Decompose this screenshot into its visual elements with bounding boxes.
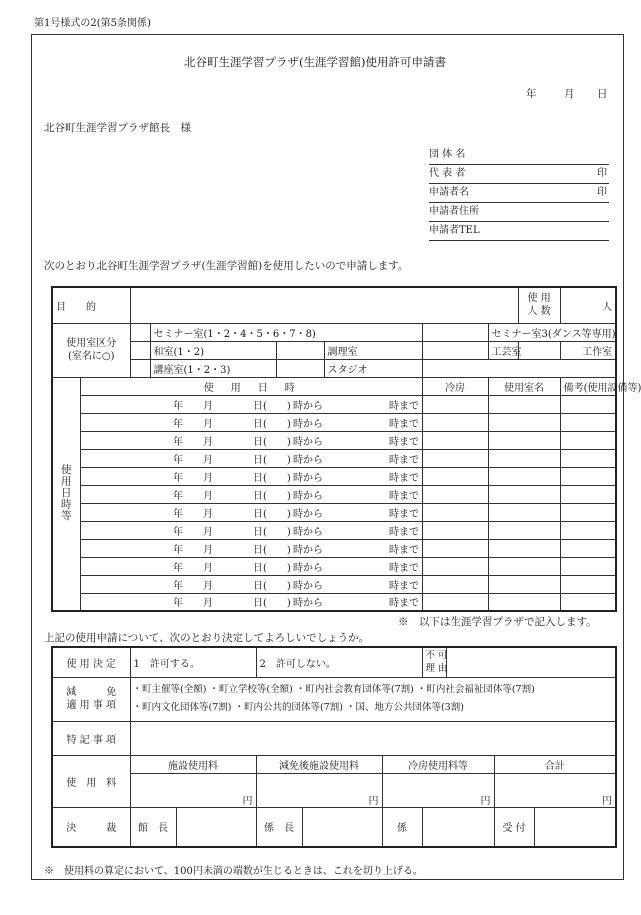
purpose-field[interactable] [130, 287, 518, 323]
reject-reason-label: 不 可 理 由 [422, 647, 446, 677]
schedule-from[interactable]: 時から [276, 449, 386, 467]
room-mark-workshop[interactable] [518, 341, 560, 359]
room-lecture[interactable]: 講座室(1・2・3) [150, 359, 276, 377]
schedule-year-month[interactable]: 年 月 [130, 503, 250, 521]
schedule-from[interactable]: 時から [276, 467, 386, 485]
schedule-ac-field[interactable] [422, 503, 488, 521]
schedule-from[interactable]: 時から [276, 395, 386, 413]
schedule-room-field[interactable] [488, 467, 560, 485]
schedule-room-field[interactable] [488, 539, 560, 557]
room-mark-seminar3[interactable] [422, 323, 488, 341]
schedule-day[interactable]: 日( ) [250, 431, 276, 449]
room-japanese[interactable]: 和室(1・2) [150, 341, 276, 359]
approval-reception-label: 受 付 [494, 807, 534, 847]
schedule-to[interactable]: 時まで [386, 539, 422, 557]
schedule-ac-field[interactable] [422, 413, 488, 431]
schedule-ac-field[interactable] [422, 449, 488, 467]
schedule-pad [80, 485, 130, 503]
schedule-to[interactable]: 時まで [386, 521, 422, 539]
fee-ac-header: 冷房使用料等 [382, 755, 494, 773]
schedule-to[interactable]: 時まで [386, 593, 422, 611]
schedule-pad [80, 413, 130, 431]
reject-reason-field[interactable] [446, 647, 616, 677]
schedule-from[interactable]: 時から [276, 485, 386, 503]
schedule-room-field[interactable] [488, 557, 560, 575]
approval-label: 決 裁 [52, 807, 130, 847]
decision-deny[interactable]: 2 許可しない。 [256, 647, 422, 677]
schedule-row [52, 557, 616, 575]
room-mark-lecture[interactable] [130, 359, 150, 377]
schedule-pad [80, 521, 130, 539]
schedule-ac-field[interactable] [422, 575, 488, 593]
date-day: 日 [597, 88, 608, 100]
schedule-ac-field[interactable] [422, 467, 488, 485]
office-table [51, 646, 617, 848]
schedule-row [52, 395, 616, 413]
schedule-from[interactable]: 時から [276, 413, 386, 431]
schedule-pad [80, 449, 130, 467]
schedule-row [52, 521, 616, 539]
schedule-ac-field[interactable] [422, 395, 488, 413]
schedule-day[interactable]: 日( ) [250, 449, 276, 467]
date-month: 月 [564, 88, 575, 100]
schedule-note-field[interactable] [560, 431, 616, 449]
schedule-to[interactable]: 時まで [386, 395, 422, 413]
schedule-room-field[interactable] [488, 503, 560, 521]
fee-ac-field[interactable]: 円 [382, 773, 494, 807]
schedule-note-field[interactable] [560, 449, 616, 467]
schedule-year-month[interactable]: 年 月 [130, 431, 250, 449]
room-cooking[interactable]: 調理室 [324, 341, 422, 359]
addressee: 北谷町生涯学習プラザ館長 様 [44, 122, 191, 134]
schedule-header-ac: 冷房 [422, 377, 488, 395]
schedule-note-field[interactable] [560, 485, 616, 503]
schedule-from[interactable]: 時から [276, 593, 386, 611]
fee-total-field[interactable]: 円 [494, 773, 616, 807]
schedule-from[interactable]: 時から [276, 521, 386, 539]
schedule-day[interactable]: 日( ) [250, 503, 276, 521]
schedule-day[interactable]: 日( ) [250, 539, 276, 557]
room-workshop[interactable]: 工作室 [560, 341, 616, 359]
schedule-note-field[interactable] [560, 467, 616, 485]
schedule-note-field[interactable] [560, 539, 616, 557]
schedule-year-month[interactable]: 年 月 [130, 467, 250, 485]
schedule-ac-field[interactable] [422, 557, 488, 575]
schedule-note-field[interactable] [560, 521, 616, 539]
schedule-pad [80, 431, 130, 449]
applicant-name-field[interactable]: 申請者名 印 [429, 184, 609, 203]
schedule-year-month[interactable]: 年 月 [130, 539, 250, 557]
schedule-ac-field[interactable] [422, 521, 488, 539]
approval-director-label: 館 長 [130, 807, 176, 847]
applicant-block [429, 146, 609, 241]
schedule-to[interactable]: 時まで [386, 449, 422, 467]
intro-text: 次のとおり北谷町生涯学習プラザ(生涯学習館)を使用したいので申請します。 [44, 260, 409, 272]
schedule-row [52, 449, 616, 467]
schedule-row [52, 539, 616, 557]
schedule-year-month[interactable]: 年 月 [130, 575, 250, 593]
schedule-header-datetime: 使 用 日 時 [80, 377, 422, 395]
room-seminar[interactable]: セミナー室(1・2・4・5・6・7・8) [150, 323, 422, 341]
schedule-to[interactable]: 時まで [386, 485, 422, 503]
footnote: ※ 使用料の算定において、100円未満の端数が生じるときは、これを切り上げる。 [44, 866, 423, 877]
seal-mark: 印 [597, 187, 607, 198]
schedule-from[interactable]: 時から [276, 431, 386, 449]
schedule-year-month[interactable]: 年 月 [130, 449, 250, 467]
schedule-pad [80, 557, 130, 575]
office-note: ※ 以下は生涯学習プラザで記入します。 [398, 616, 597, 628]
special-label: 特 記 事 項 [52, 721, 130, 755]
schedule-to[interactable]: 時まで [386, 431, 422, 449]
schedule-to[interactable]: 時まで [386, 467, 422, 485]
date-year: 年 [526, 88, 537, 100]
schedule-to[interactable]: 時まで [386, 557, 422, 575]
schedule-note-field[interactable] [560, 395, 616, 413]
schedule-note-field[interactable] [560, 593, 616, 611]
room-mark-cooking[interactable] [276, 341, 324, 359]
representative-field[interactable]: 代 表 者 印 [429, 165, 609, 184]
room-category-label: 使用室区分 (室名に○) [52, 323, 130, 377]
approval-staff-label: 係 [382, 807, 422, 847]
room-mark-japanese[interactable] [130, 341, 150, 359]
exemption-label: 減 免 適 用 事 項 [52, 677, 130, 721]
schedule-year-month[interactable]: 年 月 [130, 485, 250, 503]
room-mark-seminar[interactable] [130, 323, 150, 341]
fee-facility-field[interactable]: 円 [130, 773, 256, 807]
room-craft[interactable]: 工芸室 [488, 341, 518, 359]
schedule-note-field[interactable] [560, 575, 616, 593]
schedule-row [52, 467, 616, 485]
schedule-note-field[interactable] [560, 413, 616, 431]
schedule-year-month[interactable]: 年 月 [130, 557, 250, 575]
decision-permit[interactable]: 1 許可する。 [130, 647, 256, 677]
schedule-pad [80, 539, 130, 557]
schedule-from[interactable]: 時から [276, 503, 386, 521]
schedule-room-field[interactable] [488, 575, 560, 593]
schedule-to[interactable]: 時まで [386, 503, 422, 521]
schedule-pad [80, 503, 130, 521]
fee-facility-header: 施設使用料 [130, 755, 256, 773]
schedule-day[interactable]: 日( ) [250, 413, 276, 431]
schedule-pad [80, 395, 130, 413]
decision-label: 使 用 決 定 [52, 647, 130, 677]
decision-intro: 上記の使用申請について、次のとおり決定してよろしいでしょうか。 [44, 632, 370, 644]
schedule-room-field[interactable] [488, 485, 560, 503]
schedule-room-field[interactable] [488, 521, 560, 539]
schedule-from[interactable]: 時から [276, 539, 386, 557]
schedule-row [52, 575, 616, 593]
seal-mark: 印 [597, 168, 607, 179]
users-field[interactable]: 人 [560, 287, 616, 323]
schedule-row [52, 413, 616, 431]
applicant-tel-field[interactable]: 申請者TEL [429, 222, 609, 241]
exemption-options[interactable]: ・町主催等(全額) ・町立学校等(全額) ・町内社会教育団体等(7割) ・町内社会福祉団体等(7割) ・町内文化団体等(7割) ・町内公共的団体等(7割) ・国、地方公共団体等(3割) [130, 677, 616, 721]
schedule-note-field[interactable] [560, 557, 616, 575]
schedule-day[interactable]: 日( ) [250, 467, 276, 485]
schedule-day[interactable]: 日( ) [250, 485, 276, 503]
schedule-room-field[interactable] [488, 593, 560, 611]
schedule-header-note: 備考(使用設備等) [560, 377, 616, 395]
fee-label: 使 用 料 [52, 755, 130, 807]
room-mark-studio[interactable] [276, 359, 324, 377]
schedule-row [52, 485, 616, 503]
schedule-to[interactable]: 時まで [386, 575, 422, 593]
application-table [51, 286, 641, 612]
room-seminar3[interactable]: セミナー室3(ダンス等専用) [488, 323, 616, 341]
schedule-room-field[interactable] [488, 413, 560, 431]
approval-chief-field[interactable] [302, 807, 382, 847]
users-label: 使 用 人 数 [518, 287, 560, 323]
schedule-note-field[interactable] [560, 503, 616, 521]
schedule-header-room: 使用室名 [488, 377, 560, 395]
fee-after-exemption-header: 減免後施設使用料 [256, 755, 382, 773]
fee-total-header: 合計 [494, 755, 616, 773]
schedule-row [52, 431, 616, 449]
fee-after-exemption-field[interactable]: 円 [256, 773, 382, 807]
schedule-pad [80, 575, 130, 593]
purpose-label: 目 的 [52, 287, 130, 323]
room-mark-craft[interactable] [422, 341, 488, 359]
form-title: 北谷町生涯学習プラザ(生涯学習館)使用許可申請書 [184, 55, 446, 69]
schedule-pad [80, 593, 130, 611]
schedule-day[interactable]: 日( ) [250, 575, 276, 593]
schedule-ac-field[interactable] [422, 431, 488, 449]
schedule-row [52, 503, 616, 521]
form-number: 第1号様式の2(第5条関係) [34, 18, 151, 29]
schedule-ac-field[interactable] [422, 485, 488, 503]
schedule-ac-field[interactable] [422, 593, 488, 611]
schedule-to[interactable]: 時まで [386, 413, 422, 431]
applicant-address-field[interactable]: 申請者住所 [429, 203, 609, 222]
schedule-room-field[interactable] [488, 431, 560, 449]
schedule-from[interactable]: 時から [276, 557, 386, 575]
schedule-year-month[interactable]: 年 月 [130, 521, 250, 539]
special-field[interactable] [130, 721, 616, 755]
schedule-day[interactable]: 日( ) [250, 395, 276, 413]
group-name-field[interactable]: 団 体 名 [429, 146, 609, 165]
schedule-room-field[interactable] [488, 449, 560, 467]
schedule-pad [80, 467, 130, 485]
room-blank [422, 359, 616, 377]
approval-chief-label: 係 長 [256, 807, 302, 847]
schedule-year-month[interactable]: 年 月 [130, 395, 250, 413]
schedule-day[interactable]: 日( ) [250, 521, 276, 539]
schedule-side-label: 使用日時等 [52, 377, 80, 611]
approval-staff-field[interactable] [422, 807, 494, 847]
schedule-from[interactable]: 時から [276, 575, 386, 593]
schedule-day[interactable]: 日( ) [250, 557, 276, 575]
schedule-row [52, 593, 616, 611]
schedule-room-field[interactable] [488, 395, 560, 413]
approval-reception-field[interactable] [534, 807, 616, 847]
room-studio[interactable]: スタジオ [324, 359, 422, 377]
schedule-year-month[interactable]: 年 月 [130, 413, 250, 431]
schedule-day[interactable]: 日( ) [250, 593, 276, 611]
approval-director-field[interactable] [176, 807, 256, 847]
schedule-year-month[interactable]: 年 月 [130, 593, 250, 611]
schedule-ac-field[interactable] [422, 539, 488, 557]
